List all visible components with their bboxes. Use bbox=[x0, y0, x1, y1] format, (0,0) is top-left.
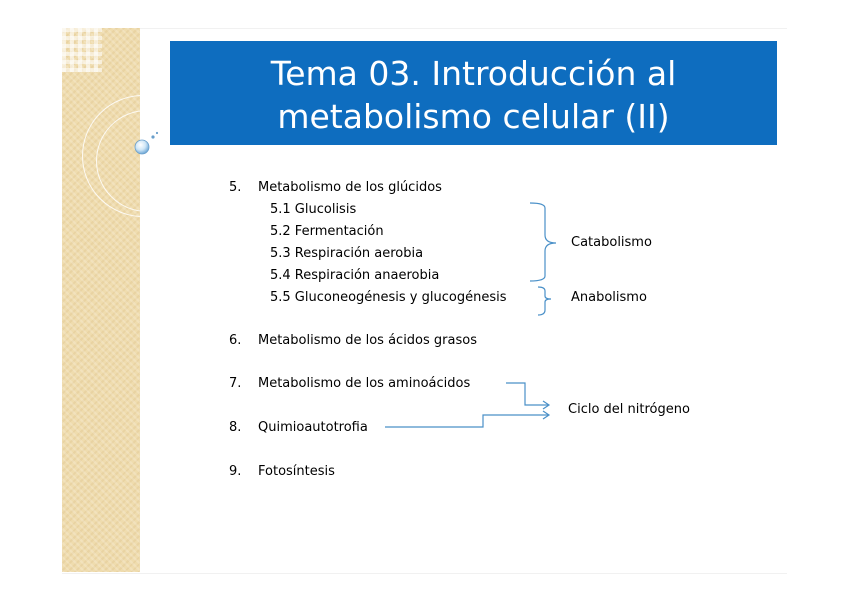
sub-item-respiracion-aerobia: 5.3 Respiración aerobia bbox=[270, 246, 424, 261]
outline-item-quimioautotrofia: Quimioautotrofia bbox=[258, 420, 368, 435]
sub-item-gluconeogenesis: 5.5 Gluconeogénesis y glucogénesis bbox=[270, 290, 507, 305]
slide-title-line: metabolismo celular (II) bbox=[277, 97, 670, 136]
outline-number: 5. bbox=[229, 180, 242, 195]
arrow-quimioautotrofia bbox=[385, 415, 548, 427]
sub-item-fermentacion: 5.2 Fermentación bbox=[270, 224, 384, 239]
outline-number: 8. bbox=[229, 420, 242, 435]
bubble-ornament bbox=[156, 132, 158, 134]
anabolism-brace bbox=[538, 287, 551, 315]
bubble-ornament bbox=[151, 135, 154, 138]
sub-item-respiracion-anaerobia: 5.4 Respiración anaerobia bbox=[270, 268, 440, 283]
sub-item-glucolisis: 5.1 Glucolisis bbox=[270, 202, 357, 217]
outline-number: 6. bbox=[229, 333, 242, 348]
label-catabolismo: Catabolismo bbox=[571, 235, 652, 250]
label-ciclo-nitrogeno: Ciclo del nitrógeno bbox=[568, 402, 690, 417]
bubble-ornament bbox=[135, 140, 149, 154]
outline-item-fotosintesis: Fotosíntesis bbox=[258, 464, 335, 479]
outline-item-glucidos: Metabolismo de los glúcidos bbox=[258, 180, 442, 195]
outline-item-acidos-grasos: Metabolismo de los ácidos grasos bbox=[258, 333, 477, 348]
slide-title-line: Tema 03. Introducción al bbox=[270, 54, 677, 93]
outline-number: 9. bbox=[229, 464, 242, 479]
outline-number: 7. bbox=[229, 376, 242, 391]
label-anabolismo: Anabolismo bbox=[571, 290, 647, 305]
catabolism-brace bbox=[530, 203, 556, 281]
arrow-aminoacids bbox=[506, 383, 548, 405]
outline-item-aminoacidos: Metabolismo de los aminoácidos bbox=[258, 376, 471, 391]
